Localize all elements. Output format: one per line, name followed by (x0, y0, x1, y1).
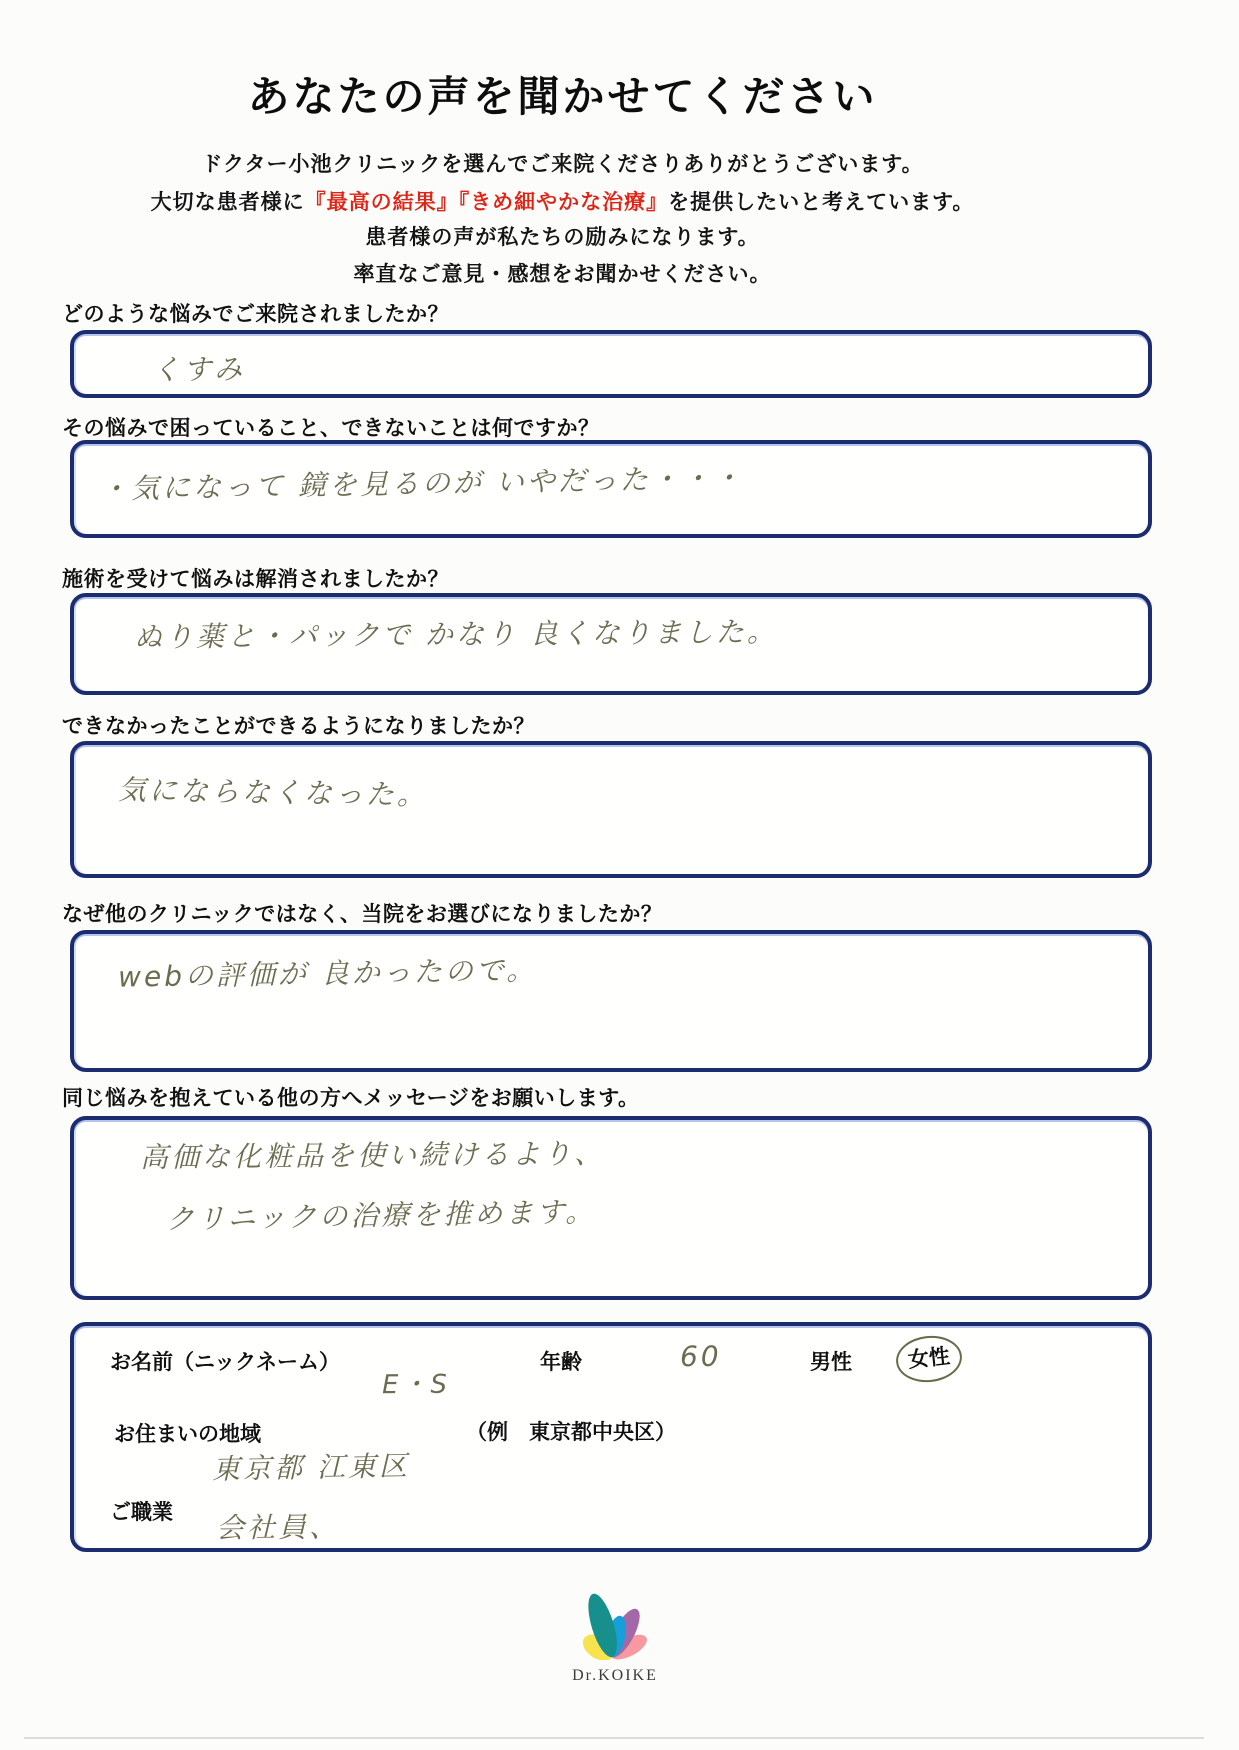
answer-box-6 (70, 1116, 1152, 1300)
answer-2-handwriting: ・気になって 鏡を見るのが いやだった・・・ (99, 461, 745, 506)
header-line-1: ドクター小池クリニックを選んでご来院くださりありがとうございます。 (201, 153, 924, 176)
answer-box-4 (70, 741, 1152, 878)
scan-edge-line (24, 1737, 1204, 1739)
answer-box-5 (70, 930, 1152, 1072)
answer-6-handwriting-line-1: 高価な化粧品を使い続けるより、 (139, 1136, 606, 1175)
gender-male-label: 男性 (810, 1351, 852, 1374)
region-label: お住まいの地域 (114, 1423, 261, 1446)
answer-box-3 (70, 593, 1152, 695)
answer-1-handwriting: くすみ (151, 352, 246, 387)
age-value-handwriting: 60 (679, 1339, 722, 1374)
question-2-label: その悩みで困っていること、できないことは何ですか？ (62, 417, 600, 440)
question-6-label: 同じ悩みを抱えている他の方へメッセージをお願いします。 (62, 1087, 640, 1110)
name-label: お名前（ニックネーム） (110, 1351, 340, 1374)
header-line-4: 率直なご意見・感想をお聞かせください。 (353, 263, 772, 286)
header-highlight-treatment: 『きめ細やかな治療』 (458, 191, 669, 214)
question-1-label: どのような悩みでご来院されましたか？ (62, 303, 449, 326)
clinic-logo (540, 1576, 690, 1685)
header-line-2 (0, 186, 1125, 216)
feather-logo-icon (560, 1576, 670, 1660)
name-value-handwriting: E・S (381, 1369, 451, 1401)
header-line-2-suffix: を提供したいと考えています。 (668, 191, 975, 214)
question-5-label: なぜ他のクリニックではなく、当院をお選びになりましたか？ (62, 903, 663, 926)
header-line-2-prefix: 大切な患者様に (150, 191, 305, 214)
job-label: ご職業 (110, 1501, 173, 1524)
question-4-label: できなかったことができるようになりましたか？ (62, 715, 535, 738)
answer-6-handwriting-line-2: クリニックの治療を推めます。 (165, 1195, 597, 1236)
answer-3-handwriting: ぬり薬と・パックで かなり 良くなりました。 (133, 615, 778, 654)
answer-5-handwriting: webの評価が 良かったので。 (117, 953, 538, 994)
logo-text: Dr.KOIKE (572, 1667, 658, 1684)
job-value-handwriting: 会社員、 (215, 1510, 341, 1545)
answer-box-1 (70, 330, 1152, 398)
region-value-handwriting: 東京都 江東区 (211, 1449, 411, 1486)
answer-4-handwriting: 気にならなくなった。 (117, 773, 429, 812)
region-example: （例 東京都中央区） (466, 1421, 676, 1444)
header-line-3: 患者様の声が私たちの励みになります。 (365, 226, 760, 249)
page-title: あなたの声を聞かせてください (247, 73, 878, 120)
header-highlight-result: 『最高の結果』 (304, 191, 459, 214)
age-label: 年齢 (540, 1351, 582, 1374)
gender-female-label (896, 1336, 962, 1382)
answer-box-2 (70, 440, 1152, 538)
question-3-label: 施術を受けて悩みは解消されましたか？ (62, 568, 449, 591)
female-circle-mark: 女性 (894, 1333, 964, 1386)
profile-box (70, 1322, 1152, 1552)
